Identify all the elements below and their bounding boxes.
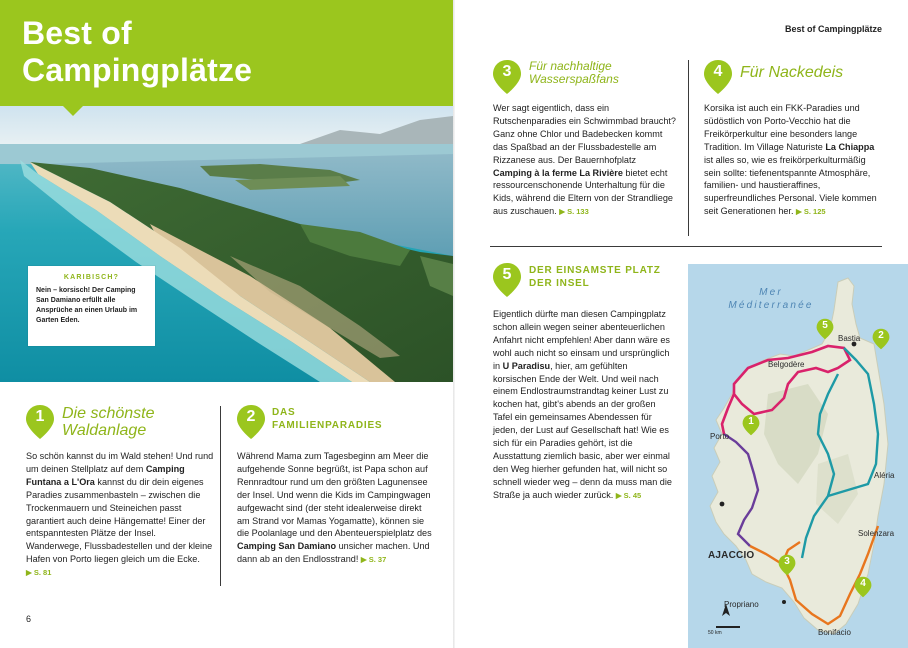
- section-4-body: [704, 102, 884, 219]
- column-divider: [220, 406, 221, 586]
- page-reference-link[interactable]: ▶ S. 45: [615, 490, 642, 500]
- section-title-line: Wasserspaßfans: [529, 72, 619, 86]
- page-gutter: [453, 0, 455, 648]
- map-pin-1[interactable]: [742, 414, 760, 432]
- place-label-solenzara: Solenzara: [858, 529, 895, 538]
- page-reference-link[interactable]: ▶ S. 133: [559, 207, 589, 217]
- pin-number: 3: [784, 556, 790, 567]
- badge-section-1: [25, 404, 55, 434]
- section-5-title: [529, 264, 661, 290]
- section-3-title: [529, 60, 619, 86]
- body-text: Eigentlich dürfte man diesen Campingplatz schon allein wegen seiner abenteuerlichen Anfahrt nicht empfehlen! Aber dann wäre es wohl auch nicht so einsam und ursprünglich in: [493, 309, 670, 371]
- caption-kicker: KARIBISCH?: [63, 274, 120, 281]
- place-label-bonifacio: Bonifacio: [818, 628, 851, 637]
- camp-name: Camping San Damiano: [237, 541, 337, 552]
- city-dot: [782, 600, 786, 604]
- place-label-belgodere: Belgodère: [768, 360, 805, 369]
- photo-caption-box: [28, 266, 155, 346]
- pin-number: 5: [822, 320, 828, 331]
- map-pin-5[interactable]: [816, 318, 834, 336]
- title-line-2: Campingplätze: [22, 52, 253, 88]
- pin-number: 4: [860, 578, 866, 589]
- caption-text: Nein – korsisch! Der Camping San Damiano erfüllt alle Ansprüche an einen Urlaub im Garten Eden.: [36, 287, 138, 324]
- place-label-propriano: Propriano: [724, 600, 759, 609]
- page-reference-link[interactable]: ▶ S. 125: [796, 207, 826, 217]
- running-header: Best of Campingplätze: [784, 24, 882, 34]
- section-title-line: Für nachhaltige: [529, 59, 612, 73]
- section-title-line: Die schönste: [62, 405, 155, 422]
- body-text: So schön kannst du im Wald stehen! Und rund um deinen Stellplatz auf dem: [26, 451, 214, 474]
- horizontal-divider: [490, 246, 882, 247]
- sea-label-line: Mer: [759, 287, 783, 298]
- badge-section-5: [492, 262, 522, 292]
- sea-label-line: Méditerranée: [728, 300, 814, 311]
- body-text: Wer sagt eigentlich, dass ein Rutschenparadies ein Schwimmbad braucht? Ganz ohne Chlor und Badebecken kommt das Spaßbad an der Flussbadestelle am Rizzanese aus. Der Bauernhofplatz: [493, 103, 676, 165]
- section-number: 1: [35, 408, 45, 425]
- page-number: 6: [26, 614, 32, 624]
- title-block: [0, 0, 453, 106]
- section-title-line: Waldanlage: [62, 422, 147, 439]
- body-text: Während Mama zum Tagesbeginn am Meer die aufgehende Sonne begrüßt, ist Papa schon auf Rennradtour rund um den größten Lagunensee der Insel. Und wenn die Kids im Campingwagen aufgewacht sind (der steht idealerweise direkt am Strand vor Mamas Yogamatte), können sie die Poolanlage und den Abenteuerspielplatz des: [237, 451, 432, 539]
- section-1-body: [26, 450, 214, 580]
- section-number: 5: [502, 266, 512, 283]
- section-number: 2: [246, 408, 256, 425]
- corsica-map-graphic: [688, 264, 908, 648]
- section-number: 4: [713, 63, 723, 80]
- body-text: , hier, am gefühlten korsischen Ende der Welt. Und weil nach einem Endlostraumstrandtag keiner Lust zu kochen hat, gibt's abends an der großen Tafel ein gemeinsames Abendessen für jeden, der Lust auf Gesellschaft hat! Wie es sich für ein Paradies gehört, ist die Ausstattung ziemlich basic, aber wer einmal den Weg hierher gefunden hat, will nicht so schnell wieder weg – denn da muss man die Straße ja auch wieder zurück.: [493, 360, 672, 500]
- sea-label: [716, 286, 826, 312]
- badge-section-4: [703, 59, 733, 89]
- page-reference-link[interactable]: ▶ S. 37: [360, 555, 387, 565]
- corsica-map: [688, 264, 908, 648]
- title-notch: [62, 105, 84, 116]
- body-text: ist alles so, wie es freikörperkulturmäßig sein sollte: tiefenentspannte Atmosphäre, familien- und haustierafﬁnes, superfreundliches Personal. Viele kommen seit Generationen her.: [704, 154, 877, 217]
- section-5-body: [493, 308, 673, 503]
- page-reference-link[interactable]: ▶ S. 81: [26, 568, 52, 578]
- section-number: 3: [502, 63, 512, 80]
- badge-section-2: [236, 404, 266, 434]
- camp-name: Camping Funtana a L'Ora: [26, 463, 185, 487]
- body-text: Korsika ist auch ein FKK-Paradies und südöstlich von Porto-Vecchio hat die Freikörperkultur eine besonders lange Tradition. Im Village Naturiste: [704, 103, 860, 152]
- camp-name: Camping à la ferme La Rivière: [493, 167, 623, 178]
- pin-number: 1: [748, 416, 754, 427]
- place-label-bastia: Bastia: [838, 334, 861, 343]
- pin-number: 2: [878, 330, 884, 341]
- section-title-line: DER EINSAMSTE PLATZ: [529, 265, 661, 276]
- section-title-line: DER INSEL: [529, 278, 590, 289]
- scale-label: 50 km: [708, 630, 722, 636]
- map-pin-4[interactable]: [854, 576, 872, 594]
- section-2-title: [272, 406, 382, 432]
- place-label-ajaccio: AJACCIO: [708, 550, 755, 561]
- place-label-porto: Porto: [710, 432, 730, 441]
- section-1-title: [62, 405, 155, 439]
- title-line-1: Best of: [22, 15, 132, 51]
- column-divider: [688, 60, 689, 236]
- section-title-line: FAMILIENPARADIES: [272, 420, 383, 431]
- section-2-body: [237, 450, 433, 567]
- section-title-line: DAS: [272, 407, 296, 418]
- page-title: [22, 15, 252, 89]
- body-text: bietet echt ressourcenschonende Unterhaltung für die Kids, während die Eltern von der Strandliege aus zuschauen.: [493, 167, 673, 217]
- map-pin-2[interactable]: [872, 328, 890, 346]
- section-3-body: [493, 102, 676, 219]
- badge-section-3: [492, 59, 522, 89]
- body-text: kannst du dir dein eigenes Paradies zusammenbasteln – zwischen die Trockenmauern und Steineichen passt garantiert auch deine Hängematte! Einer der entspanntesten Plätze der Insel. Wanderwege, Flussbadestellen und der kleine Hafen von Porto liegen gleich um die Ecke.: [26, 476, 213, 565]
- body-text: unsicher machen. Und dann ab an den Endlosstrand!: [237, 541, 430, 565]
- section-4-title: Für Nackedeis: [740, 64, 844, 81]
- scale-bar: [716, 626, 740, 628]
- place-label-aleria: Aléria: [874, 471, 895, 480]
- camp-name: U Paradisu: [502, 360, 551, 371]
- map-pin-3[interactable]: [778, 554, 796, 572]
- city-dot: [720, 502, 725, 507]
- camp-name: La Chiappa: [825, 141, 875, 152]
